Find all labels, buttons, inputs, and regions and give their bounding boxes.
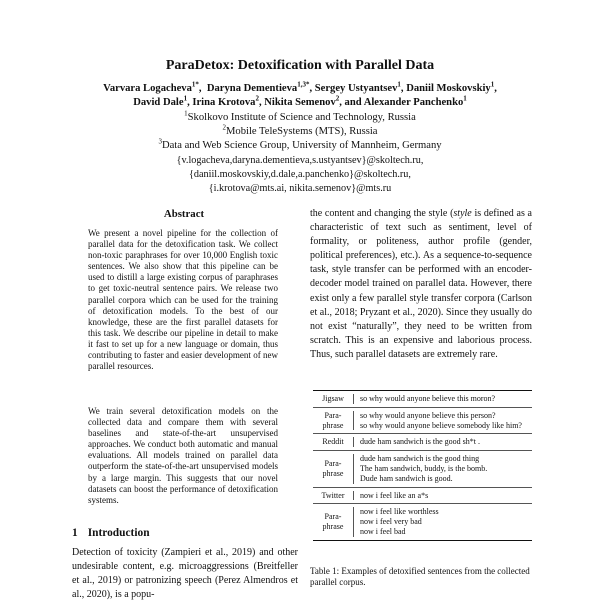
right-column-paragraph [310, 207, 532, 362]
examples-table [313, 390, 532, 541]
table-sentences-cell [353, 411, 532, 431]
author-name: Daniil Moskovskiy [406, 83, 491, 94]
author-name: Daryna Dementieva [206, 83, 298, 94]
affiliation-mark: 1 [184, 109, 188, 118]
table-row [313, 434, 532, 451]
table-sentences-cell [353, 491, 532, 501]
table-row [313, 391, 532, 408]
author-name: Varvara Logacheva [103, 83, 192, 94]
table-sentences-cell [353, 454, 532, 483]
email-line[interactable]: {v.logacheva,daryna.dementieva,s.ustyantsev}@skoltech.ru, [176, 155, 424, 166]
table-sentence: Dude ham sandwich is good. [360, 473, 453, 483]
author-mark: 1* [191, 80, 199, 89]
table-sentences-cell [353, 507, 532, 536]
table-caption: Table 1: Examples of detoxified sentences from the collected parallel corpus. [310, 566, 530, 588]
author-mark: 1 [463, 94, 467, 103]
table-sentence: so why would anyone believe somebody like him? [360, 420, 522, 430]
table-sentence: now i feel like an a*s [360, 490, 429, 500]
author-mark: 1,3* [297, 80, 310, 89]
table-sentence: dude ham sandwich is the good thing [360, 454, 480, 464]
table-sentences-cell [353, 437, 532, 447]
section-heading [72, 527, 150, 539]
body-text: is defined as a characteristic of text such as sentiment, level of formality, or politeness, author profile (gender, political preferences), etc.). As a sequence-to-sequence task, style transfer can be performed with an encoder-decoder model trained on parallel data. However, there exist only a few parallel style transfer corpora (Carlson et al., 2018; Pryzant et al., 2020). Since they usually do not exist “naturally”, they need to be written from scratch. This is an expensive and laborious process. Thus, such parallel datasets are extremely rare. [310, 208, 532, 360]
author-name: Irina Krotova [192, 97, 256, 108]
table-sentence: now i feel very bad [360, 517, 422, 527]
body-text: the content and changing the style ( [310, 208, 454, 219]
author-list: Varvara Logacheva$^{1*}$, Daryna Dementieva$^{1,3*}$, Sergey Ustyantsev$^1$, Daniil Moskovskiy$^1$, David Dale$^1$, Irina Krotova$^2$, Nikita Semenov$^2$, and Alexander Panchenko$^1$ [103, 80, 497, 108]
intro-paragraph: Detection of toxicity (Zampieri et al., 2019) and other undesirable content, e.g. microaggressions (Breitfeller et al., 2019) or patronizing speech (Perez Almendros et al., 2020), is a popu- [72, 547, 298, 600]
table-source-cell: Para- phrase [322, 459, 344, 478]
affiliation [60, 111, 540, 125]
affiliation-text: Skolkovo Institute of Science and Technology, Russia [187, 112, 416, 123]
author-mark: 1 [490, 80, 495, 89]
table-sentence: so why would anyone believe this person? [360, 410, 496, 420]
table-sentence: so why would anyone believe this moron? [360, 394, 496, 403]
abstract-heading: Abstract [163, 208, 205, 220]
affiliation-text: Mobile TeleSystems (MTS), Russia [226, 126, 378, 137]
table-sentence: The ham sandwich, buddy, is the bomb. [360, 463, 488, 473]
affiliation [60, 139, 540, 153]
author-mark: 1 [183, 94, 188, 103]
affiliation-mark: 2 [222, 123, 226, 132]
table-sentences-cell [353, 394, 532, 404]
emphasis-text: style [453, 208, 472, 219]
author-mark: 2 [255, 94, 259, 103]
affiliation [60, 125, 540, 139]
author-mark: 2 [335, 94, 340, 103]
email-line[interactable]: {i.krotova@mts.ai, nikita.semenov}@mts.ru [208, 183, 392, 194]
table-source-cell: Jigsaw [322, 394, 344, 403]
affiliation-text: Data and Web Science Group, University of Mannheim, Germany [161, 140, 442, 151]
table-row [313, 408, 532, 435]
author-mark: 1 [397, 80, 401, 89]
table-sentence: dude ham sandwich is the good sh*t . [360, 437, 480, 447]
abstract-paragraph: We present a novel pipeline for the collection of parallel data for the detoxification task. We collect non-toxic paraphrases for over 10,000 English toxic sentences. We also show that this pipeline can be used to distill a large existing corpus of paraphrases to get toxic-neutral sentence pairs. We release two parallel corpora which can be used for the training of detoxification models. To the best of our knowledge, these are the first parallel datasets for this task. We describe our pipeline in detail to make it fast to set up for a new language or domain, thus contributing to faster and easier development of new parallel resources. [88, 228, 278, 372]
table-row [313, 504, 532, 539]
affiliation-mark: 3 [158, 137, 162, 146]
table-row [313, 488, 532, 505]
author-name: Sergey Ustyantsev [314, 83, 398, 94]
email-line[interactable]: {daniil.moskovskiy,d.dale,a.panchenko}@skoltech.ru, [189, 169, 411, 180]
author-name: Nikita Semenov [264, 97, 336, 108]
paper-title: ParaDetox: Detoxification with Parallel Data [165, 58, 435, 73]
section-title: Introduction [87, 527, 150, 539]
table-source-cell: Para- phrase [322, 410, 344, 430]
table-source-cell: Twitter [321, 490, 345, 500]
section-number: 1 [72, 527, 78, 539]
author-name: David Dale [133, 97, 184, 108]
author-name: and Alexander Panchenko [344, 97, 464, 108]
table-row [313, 451, 532, 487]
abstract-paragraph: We train several detoxification models on the collected data and compare them with several baselines and state-of-the-art unsupervised approaches. We conduct both automatic and manual evaluations. All models trained on parallel data outperform the state-of-the-art unsupervised models by a large margin. This suggests that our novel datasets can boost the performance of detoxification systems. [88, 406, 278, 505]
table-sentence: now i feel bad [360, 526, 406, 536]
table-source-cell: Reddit [322, 437, 344, 447]
table-source-cell: Para- phrase [322, 512, 344, 532]
table-sentence: now i feel like worthless [360, 507, 439, 517]
